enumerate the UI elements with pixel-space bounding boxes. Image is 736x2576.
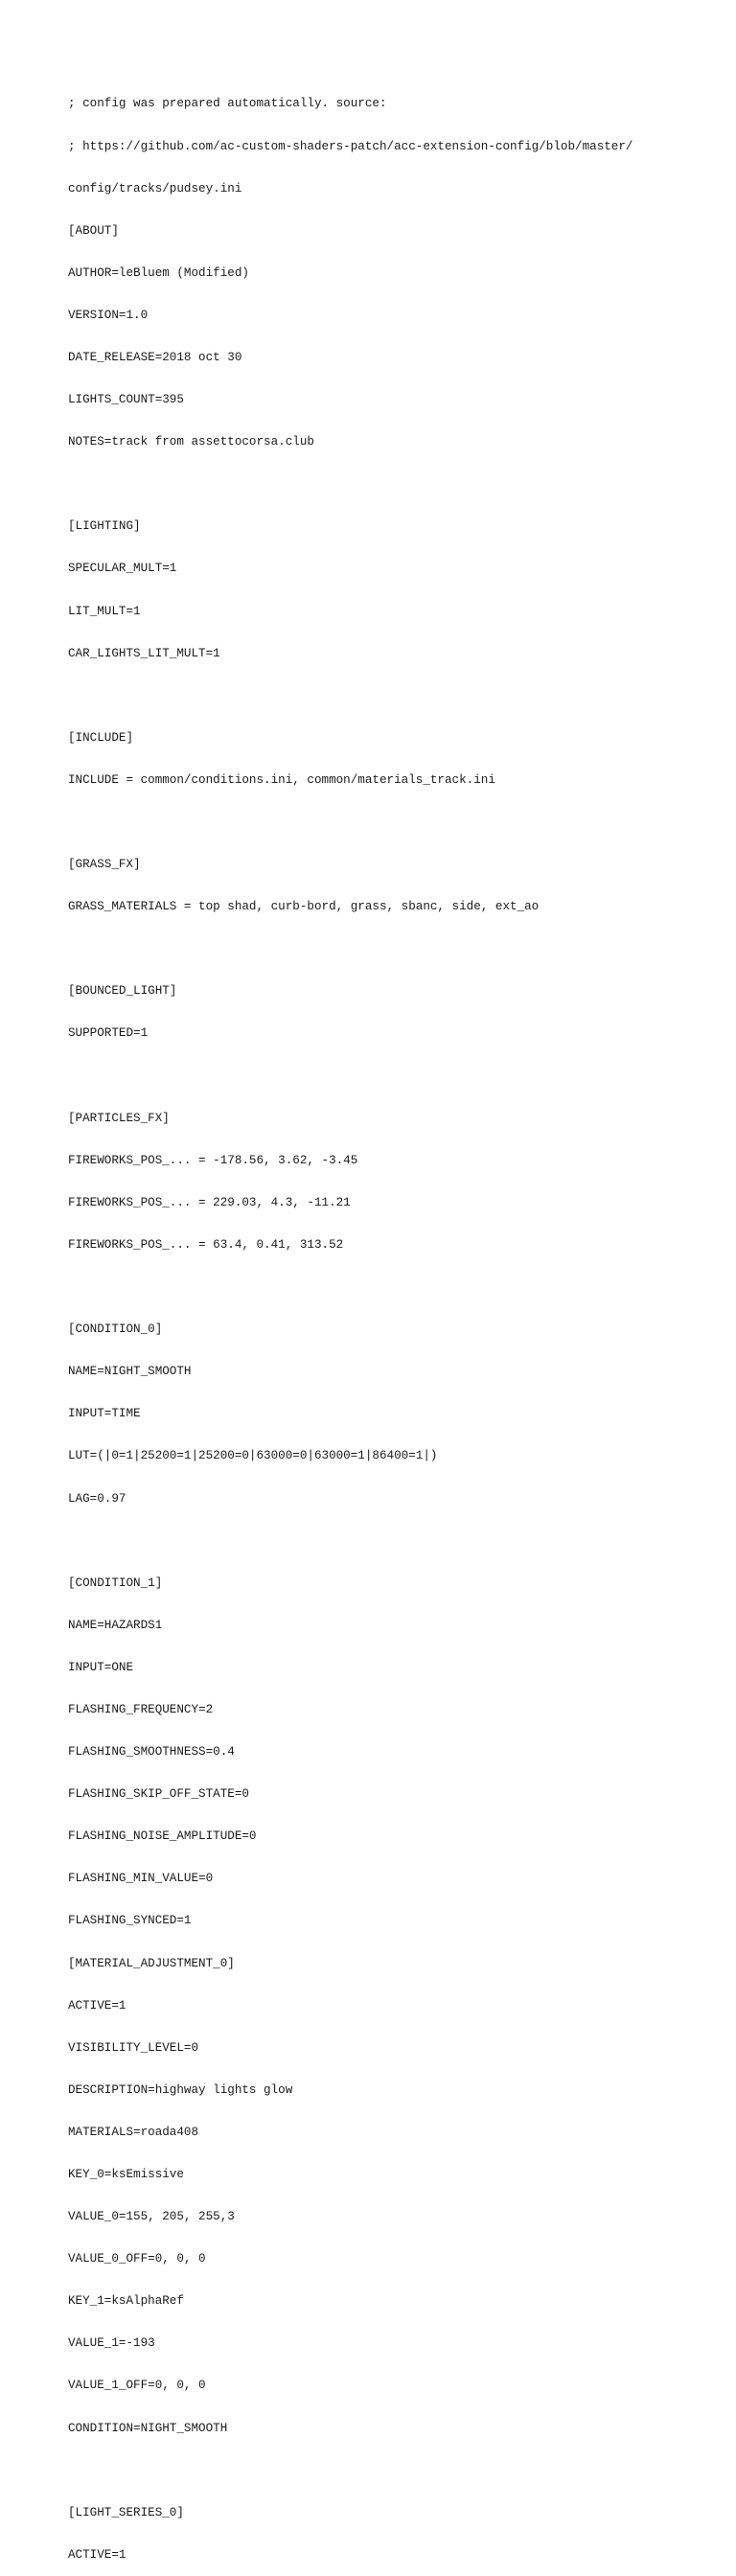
section-header-particles-fx: [PARTICLES_FX] [68,1111,170,1125]
config-line: LIT_MULT=1 [68,604,141,618]
section-header-include: [INCLUDE] [68,730,134,745]
config-line: DATE_RELEASE=2018 oct 30 [68,350,242,364]
config-line: ACTIVE=1 [68,1998,126,2012]
config-line: FIREWORKS_POS_... = -178.56, 3.62, -3.45 [68,1153,358,1167]
config-line: FLASHING_MIN_VALUE=0 [68,1872,214,1886]
section-header-material-adjustment-0: [MATERIAL_ADJUSTMENT_0] [68,1956,235,1970]
config-line: VERSION=1.0 [68,308,149,322]
blank-line [68,816,720,830]
config-line: VISIBILITY_LEVEL=0 [68,2040,199,2055]
section-header-bounced-light: [BOUNCED_LIGHT] [68,984,177,999]
config-line: FLASHING_SMOOTHNESS=0.4 [68,1745,235,1760]
blank-line [68,1070,720,1084]
section-header-condition-1: [CONDITION_1] [68,1576,163,1590]
blank-line [68,1534,720,1549]
section-header-grass-fx: [GRASS_FX] [68,858,141,872]
config-line: LUT=(|0=1|25200=1|25200=0|63000=0|63000=1|86400=1|) [68,1449,438,1463]
config-line: FIREWORKS_POS_... = 63.4, 0.41, 313.52 [68,1237,344,1252]
section-header-condition-0: [CONDITION_0] [68,1322,163,1337]
config-line: INCLUDE = common/conditions.ini, common/materials_track.ini [68,772,495,787]
config-line: NAME=NIGHT_SMOOTH [68,1365,192,1379]
config-line: MATERIALS=roada408 [68,2125,199,2139]
config-line: VALUE_0_OFF=0, 0, 0 [68,2252,206,2266]
config-line: FLASHING_SKIP_OFF_STATE=0 [68,1787,249,1802]
config-line: SUPPORTED=1 [68,1026,149,1041]
config-line: GRASS_MATERIALS = top shad, curb-bord, grass, sbanc, side, ext_ao [68,900,540,914]
config-line: CONDITION=NIGHT_SMOOTH [68,2421,228,2435]
config-line: FIREWORKS_POS_... = 229.03, 4.3, -11.21 [68,1195,351,1209]
section-header-light-series-0: [LIGHT_SERIES_0] [68,2505,184,2519]
comment-line: config/tracks/pudsey.ini [68,181,242,196]
blank-line [68,689,720,703]
blank-line [68,2464,720,2478]
config-line: CAR_LIGHTS_LIT_MULT=1 [68,646,220,660]
comment-line: ; https://github.com/ac-custom-shaders-patch/acc-extension-config/blob/master/ [68,139,633,153]
config-line: SPECULAR_MULT=1 [68,562,177,576]
config-line: VALUE_1=-193 [68,2336,155,2351]
blank-line [68,1280,720,1295]
blank-line [68,477,720,492]
config-document [68,69,720,2576]
config-line: INPUT=ONE [68,1660,134,1674]
config-line: LAG=0.97 [68,1491,126,1506]
config-line: NAME=HAZARDS1 [68,1618,163,1632]
config-line: FLASHING_NOISE_AMPLITUDE=0 [68,1829,257,1844]
config-line: DESCRIPTION=highway lights glow [68,2082,293,2097]
comment-line: ; config was prepared automatically. source: [68,97,387,111]
config-line: ACTIVE=1 [68,2547,126,2562]
blank-line [68,942,720,956]
config-line: KEY_1=ksAlphaRef [68,2294,184,2309]
config-line: FLASHING_FREQUENCY=2 [68,1702,214,1716]
config-line: VALUE_1_OFF=0, 0, 0 [68,2379,206,2393]
section-header-lighting: [LIGHTING] [68,519,141,534]
config-line: NOTES=track from assettocorsa.club [68,435,314,449]
config-line: INPUT=TIME [68,1407,141,1421]
config-line: FLASHING_SYNCED=1 [68,1914,192,1928]
config-line: VALUE_0=155, 205, 255,3 [68,2210,235,2224]
section-header-about: [ABOUT] [68,223,119,238]
config-line: LIGHTS_COUNT=395 [68,393,184,407]
config-line: AUTHOR=leBluem (Modified) [68,265,249,280]
config-line: KEY_0=ksEmissive [68,2168,184,2181]
